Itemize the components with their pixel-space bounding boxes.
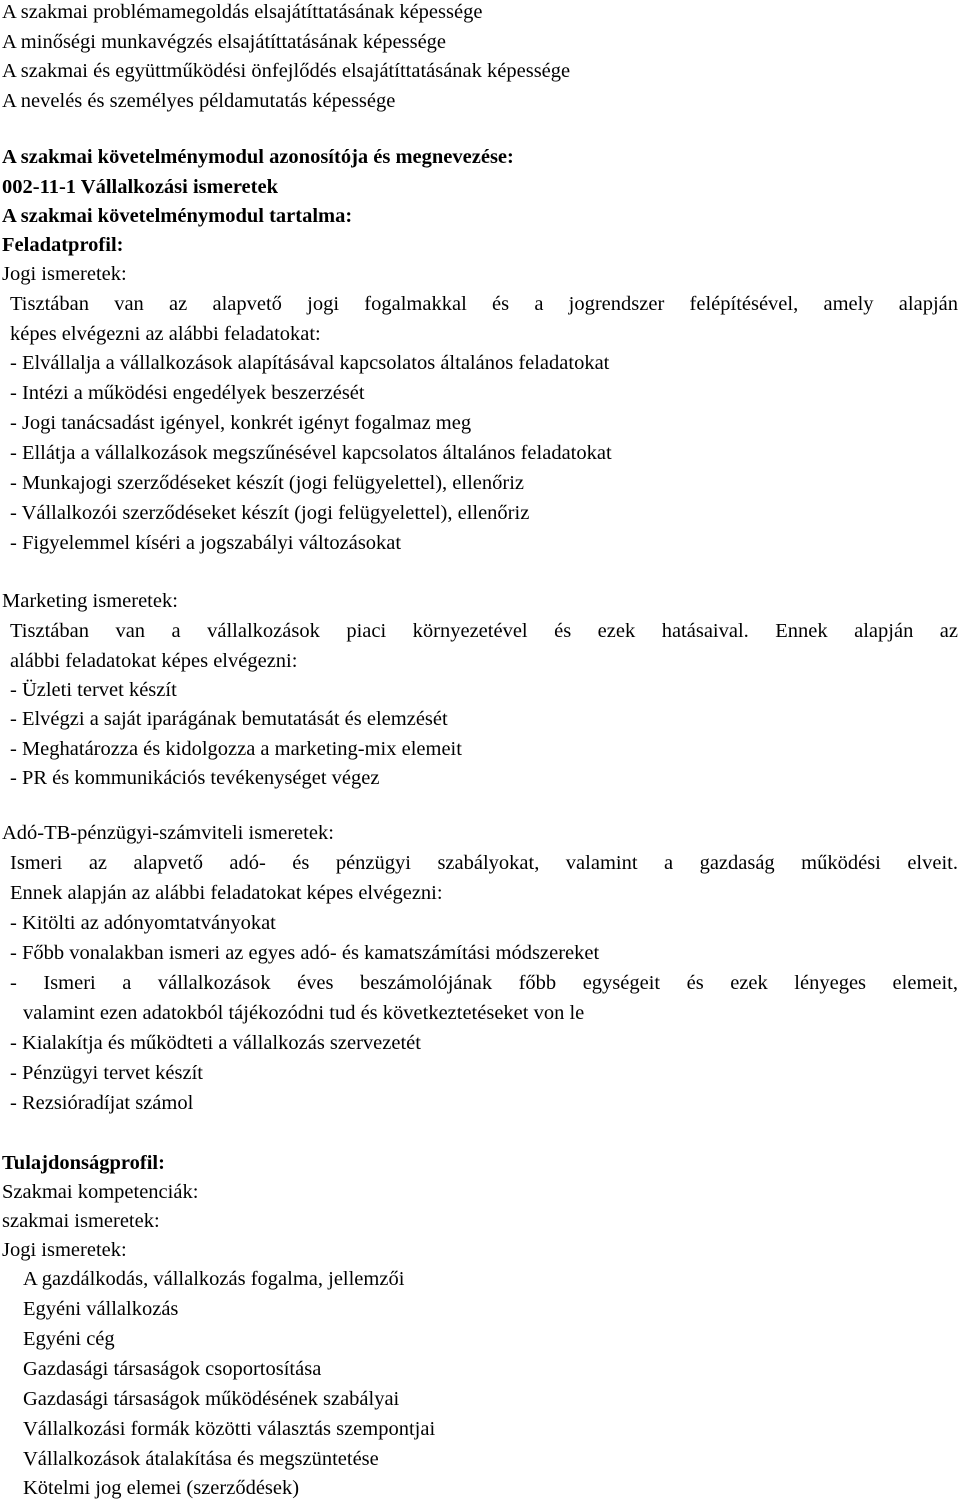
legal-paragraph-line: Tisztában van az alapvető jogi fogalmakkal és a jogrendszer felépítésével, amely alapján [10,293,958,315]
marketing-paragraph-line: Tisztában van a vállalkozások piaci környezetével és ezek hatásaival. Ennek alapján az [10,620,958,642]
profile-legal-heading: Jogi ismeretek: [2,1239,127,1261]
intro-line: A szakmai problémamegoldás elsajátíttatásának képessége [2,1,483,23]
tax-list-item-continuation: valamint ezen adatokból tájékozódni tud és következtetéseket von le [23,1002,585,1024]
tax-list-item: - Kitölti az adónyomtatványokat [10,912,276,934]
profile-list-item: Egyéni vállalkozás [23,1298,179,1320]
tax-list-item: - Főbb vonalakban ismeri az egyes adó- és kamatszámítási módszereket [10,942,600,964]
marketing-heading: Marketing ismeretek: [2,590,178,612]
intro-line: A minőségi munkavégzés elsajátíttatásának képessége [2,31,447,53]
legal-list-item: - Ellátja a vállalkozások megszűnésével kapcsolatos általános feladatokat [10,442,612,464]
profile-list-item: Vállalkozások átalakítása és megszüntetése [23,1448,379,1470]
module-content-heading: A szakmai követelménymodul tartalma: [2,205,353,227]
legal-list-item: - Munkajogi szerződéseket készít (jogi felügyelettel), ellenőriz [10,472,525,494]
property-profile-heading: Tulajdonságprofil: [2,1152,165,1174]
profile-list-item: Egyéni cég [23,1328,115,1350]
tax-list-item: - Pénzügyi tervet készít [10,1062,203,1084]
profile-list-item: Gazdasági társaságok csoportosítása [23,1358,322,1380]
legal-list-item: - Intézi a működési engedélyek beszerzését [10,382,365,404]
tax-list-item: - Kialakítja és működteti a vállalkozás szervezetét [10,1032,421,1054]
marketing-list-item: - Üzleti tervet készít [10,679,177,701]
legal-list-item: - Elvállalja a vállalkozások alapításával kapcsolatos általános feladatokat [10,352,610,374]
marketing-list-item: - Elvégzi a saját iparágának bemutatását és elemzését [10,708,448,730]
legal-heading: Jogi ismeretek: [2,263,127,285]
tax-paragraph-line: Ennek alapján az alábbi feladatokat képes elvégezni: [10,882,443,904]
task-profile-heading: Feladatprofil: [2,234,124,256]
module-id-heading: A szakmai követelménymodul azonosítója és megnevezése: [2,146,514,168]
legal-list-item: - Vállalkozói szerződéseket készít (jogi felügyelettel), ellenőriz [10,502,530,524]
profile-list-item: Kötelmi jog elemei (szerződések) [23,1477,300,1499]
tax-heading: Adó-TB-pénzügyi-számviteli ismeretek: [2,822,334,844]
legal-list-item: - Figyelemmel kíséri a jogszabályi változásokat [10,532,402,554]
legal-list-item: - Jogi tanácsadást igényel, konkrét igényt fogalmaz meg [10,412,472,434]
profile-list-item: A gazdálkodás, vállalkozás fogalma, jellemzői [23,1268,405,1290]
marketing-list-item: - PR és kommunikációs tevékenységet végez [10,767,380,789]
marketing-list-item: - Meghatározza és kidolgozza a marketing-mix elemeit [10,738,462,760]
profile-list-item: Gazdasági társaságok működésének szabályai [23,1388,400,1410]
competencies-heading: Szakmai kompetenciák: [2,1181,199,1203]
tax-list-item: - Rezsióradíjat számol [10,1092,194,1114]
tax-paragraph-line: Ismeri az alapvető adó- és pénzügyi szabályokat, valamint a gazdaság működési elveit. [10,852,958,874]
legal-paragraph-line: képes elvégezni az alábbi feladatokat: [10,323,321,345]
knowledge-heading: szakmai ismeretek: [2,1210,160,1232]
intro-line: A szakmai és együttműködési önfejlődés elsajátíttatásának képessége [2,60,571,82]
tax-list-item: - Ismeri a vállalkozások éves beszámolójának főbb egységeit és ezek lényeges elemeit, [10,972,958,994]
marketing-paragraph-line: alábbi feladatokat képes elvégezni: [10,650,298,672]
profile-list-item: Vállalkozási formák közötti választás szempontjai [23,1418,436,1440]
intro-line: A nevelés és személyes példamutatás képessége [2,90,396,112]
module-id-name: 002-11-1 Vállalkozási ismeretek [2,176,278,198]
